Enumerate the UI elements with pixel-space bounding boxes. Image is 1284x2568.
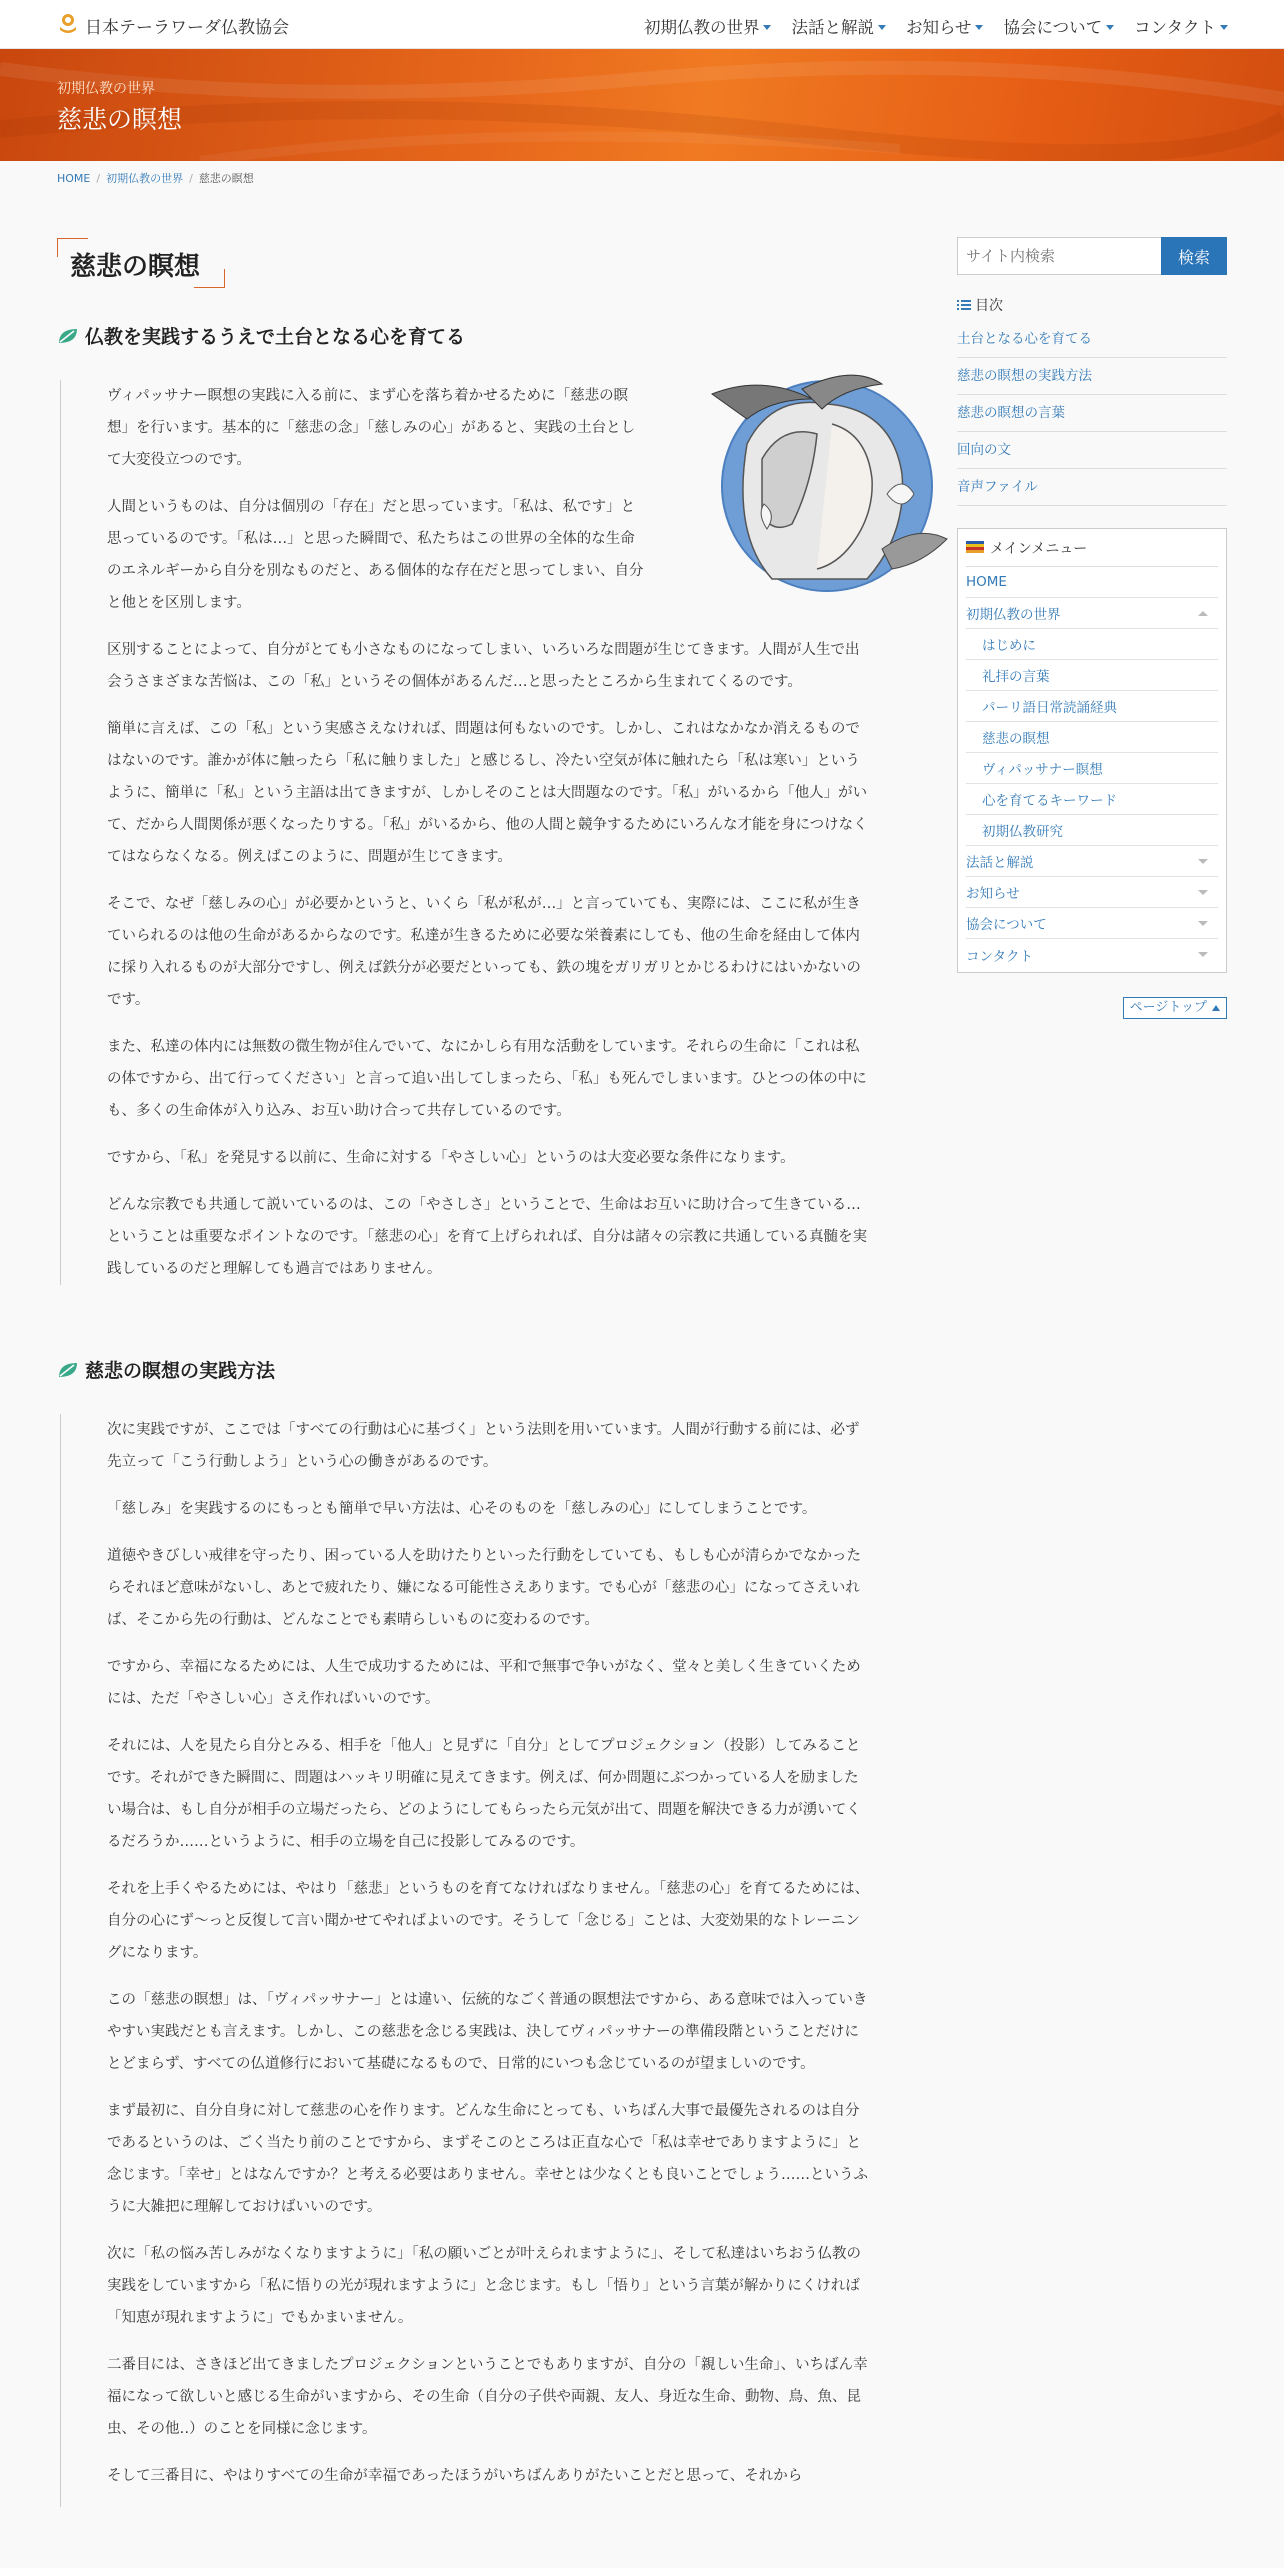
illustration-compassion (652, 364, 952, 603)
menu-label: 初期仏教研究 (982, 824, 1063, 840)
compassion-illustration-image (652, 364, 952, 599)
main-menu (957, 528, 1227, 973)
menu-label: ヴィパッサナー瞑想 (982, 762, 1103, 778)
nav-label: お知らせ (905, 18, 972, 37)
breadcrumb-separator: / (96, 171, 101, 185)
nav-label: コンタクト (1134, 18, 1216, 37)
paragraph: また、私達の体内には無数の微生物が住んでいて、なにかしら有用な活動をしています。それらの生命に「これは私の体ですから、出て行ってください」と言って追い出してしまったら、「私」も死んでしまいます。ひとつの体の中にも、多くの生命体が入り込み、お互い助け合って共存しているのです。 (107, 1039, 867, 1119)
paragraph: どんな宗教でも共通して説いているのは、この「やさしさ」ということで、生命はお互いに助け合って生きている…ということは重要なポイントなのです。「慈悲の心」を育て上げられれば、自分は諸々の宗教に共通している真髄を実践しているのだと理解しても過言ではありません。 (107, 1197, 868, 1277)
paragraph: ですから、幸福になるためには、人生で成功するためには、平和で無事で争いがなく、堂々と美しく生きていくためには、ただ「やさしい心」さえ作ればいいのです。 (107, 1659, 861, 1707)
menu-label: はじめに (982, 638, 1036, 654)
caret-down-icon (878, 25, 886, 30)
breadcrumb (57, 170, 254, 186)
breadcrumb-parent[interactable]: 初期仏教の世界 (106, 172, 184, 185)
menu-item-home[interactable] (966, 567, 1218, 598)
nav-label: 初期仏教の世界 (643, 18, 760, 37)
menu-subitem[interactable] (966, 753, 1218, 784)
section-heading-text: 慈悲の瞑想の実践方法 (85, 1360, 276, 1382)
paragraph: 「慈しみ」を実践するのにもっとも簡単で早い方法は、心そのものを「慈しみの心」にしてしまうことです。 (107, 1501, 817, 1517)
search-button[interactable]: 検索 (1161, 237, 1227, 275)
section-2-body (60, 1414, 880, 2507)
menu-label: 礼拝の言葉 (982, 669, 1050, 685)
caret-down-icon (975, 25, 983, 30)
paragraph: 区別することによって、自分がとても小さなものになってしまい、いろいろな問題が生じてきます。人間が人生で出会うさまざまな苦悩は、この「私」というその個体があるんだ…と思ったところから生まれてくるのです。 (107, 642, 860, 690)
leaf-icon (57, 1361, 79, 1379)
paragraph: まず最初に、自分自身に対して慈悲の心を作ります。どんな生命にとっても、いちばん大事で最優先されるのは自分であるというのは、ごく当たり前のことですから、まずそこのところは正直な心で「私は幸せでありますように」と念じます。「幸せ」とはなんですか？と考える必要はありません。幸せとは少なくとも良いことでしょう……というふうに大雑把に理解しておけばいいのです。 (107, 2103, 868, 2215)
menu-label: HOME (966, 574, 1007, 590)
toc-heading (957, 295, 1227, 315)
search-input[interactable] (957, 237, 1161, 275)
chevron-up-icon[interactable] (1198, 611, 1208, 616)
toc-title: 目次 (975, 298, 1003, 314)
nav-label: 法話と解説 (791, 18, 874, 37)
dharma-wheel-icon (57, 12, 79, 39)
global-nav (624, 14, 1228, 38)
menu-item-about[interactable] (966, 908, 1218, 939)
toc-item[interactable]: 回向の文 (957, 432, 1227, 469)
paragraph: そこで、なぜ「慈しみの心」が必要かというと、いくら「私が私が…」と言っていても、実際には、ここに私が生きていられるのは他の生命があるからなのです。私達が生きるために必要な栄養素にしても、他の生命を経由して体内に採り入れるものが大部分ですし、例えば鉄分が必要だといっても、鉄の塊をガリガリとかじるわけにはいかないのです。 (107, 896, 861, 1008)
paragraph: 二番目には、さきほど出てきましたプロジェクションということでもありますが、自分の「親しい生命」、いちばん幸福になって欲しいと感じる生命がいますから、その生命（自分の子供や両親、友人、身近な生命、動物、鳥、魚、昆虫、その他‥）のことを同様に念じます。 (107, 2357, 868, 2437)
leaf-icon (57, 327, 79, 345)
list-icon (957, 299, 971, 311)
menu-label: お知らせ (966, 886, 1020, 902)
chevron-down-icon[interactable] (1198, 890, 1208, 895)
menu-subitem[interactable] (966, 629, 1218, 660)
page-title: 慈悲の瞑想 (70, 252, 201, 282)
menu-label: 協会について (966, 917, 1047, 933)
nav-label: 協会について (1003, 18, 1103, 37)
banner-title: 慈悲の瞑想 (57, 105, 183, 134)
site-search (957, 237, 1227, 275)
toc-item[interactable]: 音声ファイル (957, 469, 1227, 506)
chevron-down-icon[interactable] (1198, 952, 1208, 957)
caret-down-icon (1220, 25, 1228, 30)
toc-item[interactable]: 慈悲の瞑想の言葉 (957, 395, 1227, 432)
menu-subitem[interactable] (966, 722, 1218, 753)
breadcrumb-separator: / (189, 171, 193, 185)
toc-list (957, 321, 1227, 506)
caret-down-icon (1106, 25, 1114, 30)
arrow-up-icon (1212, 1005, 1220, 1011)
caret-down-icon (763, 25, 771, 30)
paragraph: 次に実践ですが、ここでは「すべての行動は心に基づく」という法則を用いています。人間が行動する前には、必ず先立って「こう行動しよう」という心の働きがあるのです。 (107, 1422, 860, 1470)
breadcrumb-current: 慈悲の瞑想 (198, 172, 254, 185)
paragraph: 簡単に言えば、この「私」という実感さえなければ、問題は何もないのです。しかし、これはなかなか消えるものではないのです。誰かが体に触ったら「私に触りました」と感じるし、冷たい空気が体に触れたら「私は寒い」というように、簡単に「私」という主語は出てきますが、しかしそのことは大問題なのです。「私」がいるから「他人」がいて、だから人間関係が悪くなったりする。「私」がいるから、他の人間と競争するためにいろんな才能を身につけなくてはならなくなる。例えばこのように、問題が生じてきます。 (107, 721, 868, 865)
site-name: 日本テーラワーダ仏教協会 (85, 17, 289, 38)
page-banner (0, 49, 1284, 161)
main-menu-heading (966, 529, 1218, 567)
paragraph: ですから、「私」を発見する以前に、生命に対する「やさしい心」というのは大変必要な条件になります。 (107, 1150, 795, 1166)
paragraph: ヴィパッサナー瞑想の実践に入る前に、まず心を落ち着かせるために「慈悲の瞑想」を行います。基本的に「慈悲の念」「慈しみの心」があると、実践の土台として大変役立つのです。 (107, 388, 636, 468)
page-top-button[interactable] (1123, 997, 1227, 1019)
breadcrumb-home[interactable]: HOME (57, 171, 91, 185)
sidebar (957, 237, 1227, 1015)
menu-label: 心を育てるキーワード (982, 793, 1117, 809)
menu-item-news[interactable] (966, 877, 1218, 908)
menu-subitem[interactable] (966, 784, 1218, 815)
page-top-label: ページトップ (1129, 1000, 1207, 1015)
paragraph: 道徳やきびしい戒律を守ったり、困っている人を助けたりといった行動をしていても、もしも心が清らかでなかったらそれほど意味がないし、あとで疲れたり、嫌になる可能性さえあります。でも心が「慈悲の心」になってさえいれば、そこから先の行動は、どんなことでも素晴らしいものに変わるのです。 (107, 1548, 861, 1628)
paragraph: そして三番目に、やはりすべての生命が幸福であったほうがいちばんありがたいことだと思って、それから (107, 2468, 803, 2484)
menu-subitem[interactable] (966, 815, 1218, 846)
menu-item-dharma-talks[interactable] (966, 846, 1218, 877)
main-menu-title: メインメニュー (990, 540, 1088, 557)
menu-label: 法話と解説 (966, 855, 1034, 871)
section-heading-text: 仏教を実践するうえで土台となる心を育てる (85, 326, 466, 348)
menu-label: パーリ語日常読誦経典 (982, 700, 1117, 716)
menu-subitem[interactable] (966, 660, 1218, 691)
site-header (0, 0, 1284, 49)
banner-category: 初期仏教の世界 (57, 81, 155, 97)
menu-label: コンタクト (966, 948, 1033, 965)
toc-item[interactable]: 土台となる心を育てる (957, 321, 1227, 358)
paragraph: それを上手くやるためには、やはり「慈悲」というものを育てなければなりません。「慈悲の心」を育てるためには、自分の心にず～っと反復して言い聞かせてやればよいのです。そうして「念じる」ことは、大変効果的なトレーニングになります。 (107, 1881, 870, 1961)
menu-item-contact[interactable] (966, 939, 1218, 970)
chevron-down-icon[interactable] (1198, 859, 1208, 864)
nav-item-contact[interactable] (1134, 14, 1228, 38)
nav-item-world[interactable] (644, 14, 772, 38)
menu-item-world[interactable] (966, 598, 1218, 629)
banner-texture (0, 49, 1284, 161)
menu-subitem[interactable] (966, 691, 1218, 722)
nav-item-about[interactable] (1003, 14, 1114, 38)
paragraph: この「慈悲の瞑想」は、「ヴィパッサナー」とは違い、伝統的なごく普通の瞑想法ですから、ある意味では入っていきやすい実践だとも言えます。しかし、この慈悲を念じる実践は、決してヴィパッサナーの準備段階ということだけにとどまらず、すべての仏道修行において基礎になるもので、日常的にいつも念じているのが望ましいのです。 (107, 1992, 868, 2072)
paragraph: 人間というものは、自分は個別の「存在」だと思っています。「私は、私です」と思っているのです。「私は…」と思った瞬間で、私たちはこの世界の全体的な生命のエネルギーから自分を別なものだと、ある個体的な存在だと思ってしまい、自分と他とを区別します。 (107, 499, 644, 611)
paragraph: それには、人を見たら自分とみる、相手を「他人」と見ずに「自分」としてプロジェクション（投影）してみることです。それができた瞬間に、問題はハッキリ明確に見えてきます。例えば、何か問題にぶつかっている人を励ましたい場合は、もし自分が相手の立場だったら、どのようにしてもらったら元気が出て、問題を解決できる力が湧いてくるだろうか……というように、相手の立場を自己に投影してみるのです。 (107, 1738, 861, 1850)
menu-label: 慈悲の瞑想 (982, 731, 1050, 747)
page-title-frame (57, 238, 225, 288)
menu-label: 初期仏教の世界 (966, 607, 1061, 623)
chevron-down-icon[interactable] (1198, 921, 1208, 926)
flag-icon (966, 541, 984, 555)
paragraph: 次に「私の悩み苦しみがなくなりますように」「私の願いごとが叶えられますように」、そして私達はいちおう仏教の実践をしていますから「私に悟りの光が現れますように」と念じます。もし「悟り」という言葉が解かりにくければ「知恵が現れますように」でもかまいません。 (107, 2246, 861, 2326)
nav-item-news[interactable] (906, 14, 984, 38)
section-heading-1 (57, 322, 465, 349)
section-heading-2 (57, 1356, 275, 1383)
nav-item-dharma-talks[interactable] (791, 14, 886, 38)
toc-item[interactable]: 慈悲の瞑想の実践方法 (957, 358, 1227, 395)
site-logo[interactable] (57, 12, 289, 38)
